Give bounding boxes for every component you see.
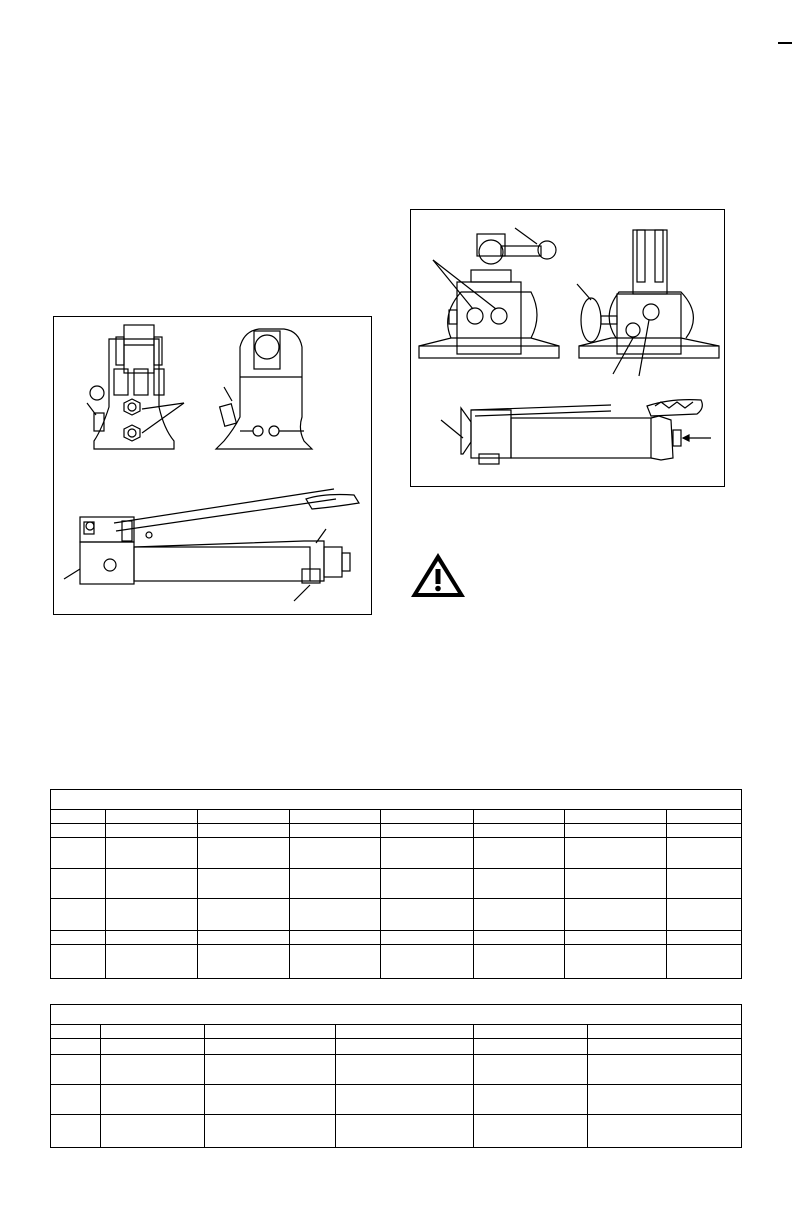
table-cell — [667, 945, 742, 979]
table-cell — [101, 1025, 205, 1039]
table-cell — [106, 810, 198, 824]
pump-top-right-view — [577, 230, 719, 376]
table-cell — [51, 869, 106, 899]
table-cell — [205, 1115, 336, 1148]
table-cell — [565, 869, 667, 899]
pump-figure-left — [53, 316, 372, 615]
pump-figure-right — [410, 209, 725, 487]
table-cell — [336, 1025, 474, 1039]
table-cell — [290, 838, 381, 869]
table-title — [51, 790, 742, 810]
table-cell — [51, 1115, 101, 1148]
table-cell — [336, 1115, 474, 1148]
table-row — [51, 1085, 742, 1115]
pump-top-left-view — [419, 228, 559, 358]
table-row — [51, 899, 742, 931]
pump-drawing-left — [54, 317, 371, 614]
table-cell — [106, 931, 198, 945]
table-row — [51, 838, 742, 869]
table-cell — [588, 1025, 742, 1039]
table-cell — [588, 1039, 742, 1055]
table-cell — [51, 899, 106, 931]
warning-triangle-icon — [408, 550, 468, 600]
table-cell — [565, 810, 667, 824]
table-cell — [667, 810, 742, 824]
table-row — [51, 810, 742, 824]
table-cell — [474, 1115, 588, 1148]
table-cell — [474, 945, 565, 979]
table-row — [51, 824, 742, 838]
table-cell — [336, 1055, 474, 1085]
table-cell — [381, 931, 474, 945]
table-cell — [474, 1055, 588, 1085]
table-cell — [198, 824, 290, 838]
table-cell — [667, 931, 742, 945]
pump-bottom-long-view — [441, 400, 711, 464]
table-cell — [205, 1039, 336, 1055]
table-title — [51, 1005, 742, 1025]
pump-front-view — [87, 325, 184, 449]
table-cell — [106, 899, 198, 931]
table-cell — [474, 1085, 588, 1115]
table-cell — [381, 899, 474, 931]
table-cell — [381, 869, 474, 899]
table-cell — [336, 1085, 474, 1115]
table-cell — [101, 1115, 205, 1148]
table-row — [51, 1115, 742, 1148]
table-cell — [205, 1085, 336, 1115]
table-cell — [51, 1055, 101, 1085]
table-title-row — [51, 1005, 742, 1025]
table-cell — [381, 838, 474, 869]
table-cell — [588, 1055, 742, 1085]
pump-drawing-right — [411, 210, 724, 486]
table-cell — [101, 1039, 205, 1055]
table-cell — [290, 824, 381, 838]
table-cell — [198, 838, 290, 869]
table-cell — [565, 838, 667, 869]
table-cell — [667, 899, 742, 931]
table-cell — [198, 869, 290, 899]
table-cell — [667, 869, 742, 899]
table-cell — [205, 1025, 336, 1039]
table-cell — [106, 945, 198, 979]
table-cell — [101, 1085, 205, 1115]
table-cell — [565, 945, 667, 979]
table-cell — [51, 1039, 101, 1055]
table-cell — [51, 931, 106, 945]
table-cell — [565, 899, 667, 931]
table-cell — [474, 931, 565, 945]
table-cell — [474, 1039, 588, 1055]
specs-table-2 — [50, 1004, 742, 1148]
table-cell — [51, 838, 106, 869]
table-cell — [198, 945, 290, 979]
table-row — [51, 931, 742, 945]
table-cell — [51, 1025, 101, 1039]
table-cell — [474, 810, 565, 824]
table-cell — [198, 899, 290, 931]
table-cell — [106, 824, 198, 838]
table-row — [51, 1055, 742, 1085]
table-cell — [290, 810, 381, 824]
warning-text — [478, 552, 728, 598]
table-title-row — [51, 790, 742, 810]
table-cell — [667, 824, 742, 838]
table-cell — [51, 945, 106, 979]
pump-side-view — [216, 329, 312, 449]
table-cell — [474, 838, 565, 869]
table-cell — [290, 931, 381, 945]
specs-table-1 — [50, 789, 742, 979]
table-row — [51, 1039, 742, 1055]
table-cell — [474, 869, 565, 899]
table-cell — [198, 810, 290, 824]
table-cell — [51, 1085, 101, 1115]
table-cell — [106, 869, 198, 899]
table-cell — [381, 824, 474, 838]
table-cell — [51, 810, 106, 824]
table-cell — [667, 838, 742, 869]
pump-long-view — [64, 489, 359, 601]
table-cell — [290, 899, 381, 931]
table-row — [51, 1025, 742, 1039]
table-cell — [381, 810, 474, 824]
table-cell — [51, 824, 106, 838]
table-cell — [474, 824, 565, 838]
table-cell — [474, 899, 565, 931]
table-cell — [474, 1025, 588, 1039]
table-cell — [106, 838, 198, 869]
table-cell — [565, 931, 667, 945]
table-cell — [198, 931, 290, 945]
table-row — [51, 945, 742, 979]
table-cell — [290, 869, 381, 899]
table-cell — [336, 1039, 474, 1055]
edge-tab-marker — [778, 42, 792, 44]
table-cell — [565, 824, 667, 838]
table-cell — [588, 1085, 742, 1115]
table-cell — [205, 1055, 336, 1085]
table-cell — [101, 1055, 205, 1085]
table-cell — [290, 945, 381, 979]
table-row — [51, 869, 742, 899]
table-cell — [588, 1115, 742, 1148]
table-cell — [381, 945, 474, 979]
